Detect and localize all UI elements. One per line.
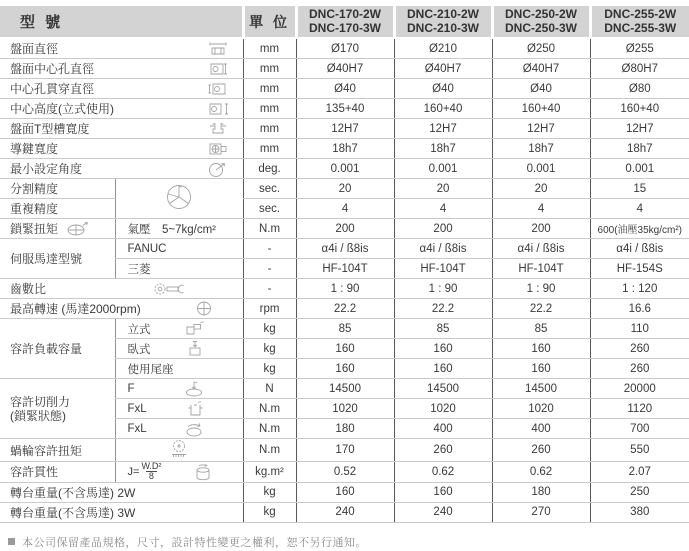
formula-denominator: 8 <box>146 471 157 481</box>
value-cell: 1120 <box>590 399 689 419</box>
value-cell: 600(油壓35kg/cm²) <box>590 219 689 239</box>
value-cell: 12H7 <box>590 119 689 139</box>
unit-cell: mm <box>243 119 296 139</box>
spec-row <box>0 279 689 299</box>
value-cell: 240 <box>296 502 394 522</box>
table-header <box>0 6 689 38</box>
horizontal-mount-icon <box>185 340 205 357</box>
row-label: 中心孔貫穿直徑 <box>10 82 95 96</box>
center-bore-icon <box>207 60 229 77</box>
unit-cell: deg. <box>243 159 296 179</box>
max-speed-icon <box>195 300 213 317</box>
spec-row <box>0 379 689 399</box>
spec-row <box>0 299 689 319</box>
unit-cell: sec. <box>243 199 296 219</box>
value-cell: 4 <box>296 199 394 219</box>
value-cell: 400 <box>394 419 492 439</box>
value-cell: 1020 <box>394 399 492 419</box>
value-cell: 85 <box>492 319 590 339</box>
unit-cell: N.m <box>243 219 296 239</box>
column-header-dnc-255 <box>590 6 689 38</box>
group-label-line2: (鎖緊狀態) <box>10 408 66 423</box>
unit-cell: sec. <box>243 179 296 199</box>
value-cell: 12H7 <box>394 119 492 139</box>
value-cell: HF-104T <box>394 259 492 279</box>
value-cell: 135+40 <box>296 99 394 119</box>
header-row <box>0 6 689 38</box>
unit-cell: kg <box>243 339 296 359</box>
value-cell: 0.62 <box>394 462 492 483</box>
row-label: 盤面直徑 <box>10 42 59 56</box>
value-cell: Ø40 <box>394 79 492 99</box>
spec-row <box>0 319 689 339</box>
value-cell: 16.6 <box>590 299 689 319</box>
value-cell: 22.2 <box>394 299 492 319</box>
sub-label: 氣壓 5~7kg/cm² <box>115 219 243 239</box>
value-cell: Ø40H7 <box>492 59 590 79</box>
value-cell: 260 <box>394 439 492 462</box>
unit-cell: mm <box>243 79 296 99</box>
value-cell: Ø170 <box>296 38 394 59</box>
clamp-torque-icon <box>66 221 90 237</box>
indexing-accuracy-icon <box>162 181 196 213</box>
plate-diameter-icon <box>207 40 229 57</box>
group-label: 容許負載容量 <box>0 319 115 379</box>
moment-force-icon <box>185 400 205 418</box>
value-cell: 160 <box>492 359 590 379</box>
value-cell: Ø40 <box>296 79 394 99</box>
column-header-dnc-170 <box>296 6 394 38</box>
value-cell: 400 <box>492 419 590 439</box>
value-cell: 85 <box>394 319 492 339</box>
value-cell: 14500 <box>394 379 492 399</box>
value-cell: 250 <box>590 482 689 502</box>
value-cell: Ø210 <box>394 38 492 59</box>
value-cell: 20000 <box>590 379 689 399</box>
value-cell: Ø250 <box>492 38 590 59</box>
unit-cell: mm <box>243 99 296 119</box>
value-cell: 1 : 90 <box>394 279 492 299</box>
value-cell: 160 <box>394 339 492 359</box>
value-cell: Ø40H7 <box>296 59 394 79</box>
model-name: DNC-170-3W <box>309 20 382 35</box>
row-label: 中心高度(立式使用) <box>10 102 114 116</box>
sub-label: 使用尾座 <box>115 359 243 379</box>
value-cell: 22.2 <box>296 299 394 319</box>
gear-ratio-icon <box>152 280 188 297</box>
unit-cell: N.m <box>243 419 296 439</box>
spec-row <box>0 502 689 522</box>
value-cell: 0.001 <box>590 159 689 179</box>
inertia-formula <box>128 462 162 482</box>
model-name: DNC-250-2W <box>505 7 578 21</box>
value-cell: 2.07 <box>590 462 689 483</box>
column-header-dnc-210 <box>394 6 492 38</box>
value-cell: 1 : 90 <box>296 279 394 299</box>
unit-cell: N.m <box>243 439 296 462</box>
row-label: 齒數比 <box>10 282 47 296</box>
unit-header: 單 位 <box>243 6 296 38</box>
spec-row <box>0 439 689 462</box>
unit-cell: mm <box>243 38 296 59</box>
unit-cell: mm <box>243 59 296 79</box>
row-label: 容許貫性 <box>0 462 115 483</box>
value-cell: 260 <box>590 339 689 359</box>
formula-lhs: J= <box>127 465 140 478</box>
value-cell: 18h7 <box>296 139 394 159</box>
value-cell: α4i / ß8is <box>296 239 394 259</box>
through-hole-icon <box>207 80 229 97</box>
row-label: 重複精度 <box>0 199 115 219</box>
model-name: DNC-210-2W <box>407 7 480 21</box>
value-cell: 20 <box>492 179 590 199</box>
value-cell: Ø40H7 <box>394 59 492 79</box>
column-header-dnc-250 <box>492 6 590 38</box>
value-cell: 550 <box>590 439 689 462</box>
value-cell: 160+40 <box>492 99 590 119</box>
value-cell: 180 <box>492 482 590 502</box>
value-cell: Ø255 <box>590 38 689 59</box>
model-name: DNC-255-3W <box>604 20 677 35</box>
value-cell: 160 <box>296 339 394 359</box>
sub-label: FANUC <box>115 239 243 259</box>
value-cell: 1 : 120 <box>590 279 689 299</box>
value-cell: Ø40 <box>492 79 590 99</box>
vertical-mount-icon <box>183 320 205 337</box>
sub-label: FxL <box>127 422 147 435</box>
value-cell: 160+40 <box>394 99 492 119</box>
value-cell: 1 : 90 <box>492 279 590 299</box>
spec-row <box>0 79 689 99</box>
value-cell: α4i / ß8is <box>394 239 492 259</box>
spec-row <box>0 38 689 59</box>
row-label: 盤面中心孔直徑 <box>10 62 95 76</box>
inertia-icon <box>191 463 215 481</box>
value-cell: HF-154S <box>590 259 689 279</box>
value-cell: 12H7 <box>492 119 590 139</box>
value-cell: HF-104T <box>296 259 394 279</box>
value-cell: 18h7 <box>394 139 492 159</box>
value-cell: 110 <box>590 319 689 339</box>
value-cell: 160 <box>394 482 492 502</box>
value-cell: 4 <box>590 199 689 219</box>
value-cell: Ø80 <box>590 79 689 99</box>
sub-label: 臥式 <box>127 343 151 356</box>
value-cell: 240 <box>394 502 492 522</box>
note-text: 本公司保留產品規格，尺寸，設計特性變更之權利，恕不另行通知。 <box>22 536 367 549</box>
value-cell: 20 <box>296 179 394 199</box>
value-cell: 14500 <box>296 379 394 399</box>
guide-key-icon <box>207 140 229 157</box>
unit-cell: rpm <box>243 299 296 319</box>
value-cell: 200 <box>492 219 590 239</box>
row-label: 最高轉速 (馬達2000rpm) <box>10 302 141 316</box>
footer-note <box>8 534 689 550</box>
value-cell: Ø80H7 <box>590 59 689 79</box>
spec-table <box>0 6 689 523</box>
value-cell: 20 <box>394 179 492 199</box>
row-label: 轉台重量(不含馬達) 2W <box>10 485 136 500</box>
model-name: DNC-250-3W <box>505 20 578 35</box>
value-cell: 160 <box>296 482 394 502</box>
spec-row <box>0 99 689 119</box>
model-number-header: 型 號 <box>0 6 243 38</box>
value-cell: 160 <box>296 359 394 379</box>
group-label-line1: 容許切削力 <box>10 394 71 409</box>
unit-cell: - <box>243 279 296 299</box>
center-height-icon <box>207 100 229 117</box>
value-cell: α4i / ß8is <box>492 239 590 259</box>
value-cell: 700 <box>590 419 689 439</box>
group-label: 伺服馬達型號 <box>0 239 115 279</box>
unit-cell: kg <box>243 319 296 339</box>
value-cell: 0.001 <box>296 159 394 179</box>
spec-row <box>0 119 689 139</box>
value-cell: 12H7 <box>296 119 394 139</box>
value-cell: 0.001 <box>394 159 492 179</box>
spec-row <box>0 219 689 239</box>
value-cell: 4 <box>492 199 590 219</box>
sub-label: 三菱 <box>115 259 243 279</box>
value-cell: 170 <box>296 439 394 462</box>
value-cell: 0.52 <box>296 462 394 483</box>
model-name: DNC-170-2W <box>309 7 382 21</box>
axial-force-icon <box>183 380 205 398</box>
spec-row <box>0 179 689 199</box>
value-cell: 270 <box>492 502 590 522</box>
value-cell: 160+40 <box>590 99 689 119</box>
value-cell: 22.2 <box>492 299 590 319</box>
spec-row <box>0 239 689 259</box>
unit-cell: N.m <box>243 399 296 419</box>
value-cell: 85 <box>296 319 394 339</box>
value-cell: 15 <box>590 179 689 199</box>
unit-cell: kg <box>243 359 296 379</box>
value-cell: 18h7 <box>492 139 590 159</box>
spec-row <box>0 59 689 79</box>
unit-cell: - <box>243 239 296 259</box>
value-cell: 200 <box>296 219 394 239</box>
spec-row <box>0 159 689 179</box>
row-label: 盤面T型槽寬度 <box>10 122 90 136</box>
value-cell: HF-104T <box>492 259 590 279</box>
spec-row <box>0 139 689 159</box>
row-label: 鎖緊扭矩 <box>10 222 59 236</box>
value-cell: 4 <box>394 199 492 219</box>
sub-label: 立式 <box>127 323 151 336</box>
spec-row <box>0 462 689 483</box>
value-cell: 260 <box>492 439 590 462</box>
unit-cell: N <box>243 379 296 399</box>
spec-row <box>0 199 689 219</box>
min-angle-icon <box>207 160 229 177</box>
value-cell: 260 <box>590 359 689 379</box>
t-slot-icon <box>207 120 229 137</box>
unit-cell: kg <box>243 502 296 522</box>
value-cell: 380 <box>590 502 689 522</box>
value-cell: 0.001 <box>492 159 590 179</box>
value-cell: 200 <box>394 219 492 239</box>
worm-gear-icon <box>166 439 192 458</box>
sub-label: F <box>127 382 135 395</box>
note-bullet-icon <box>8 538 15 545</box>
value-cell: 160 <box>394 359 492 379</box>
unit-cell: mm <box>243 139 296 159</box>
unit-cell: kg <box>243 482 296 502</box>
value-cell: 180 <box>296 419 394 439</box>
sub-label: FxL <box>127 402 147 415</box>
value-cell: 160 <box>492 339 590 359</box>
spec-row <box>0 482 689 502</box>
value-cell: 14500 <box>492 379 590 399</box>
model-name: DNC-255-2W <box>604 7 677 21</box>
value-cell: 18h7 <box>590 139 689 159</box>
unit-cell: kg.m² <box>243 462 296 483</box>
value-cell: 1020 <box>492 399 590 419</box>
value-cell: α4i / ß8is <box>590 239 689 259</box>
torque-force-icon <box>183 420 205 438</box>
model-name: DNC-210-3W <box>407 20 480 35</box>
unit-cell: - <box>243 259 296 279</box>
row-label: 分割精度 <box>0 179 115 199</box>
row-label: 蝸輪容許扭矩 <box>0 439 115 462</box>
row-label: 轉台重量(不含馬達) 3W <box>10 505 136 520</box>
value-cell: 1020 <box>296 399 394 419</box>
row-label: 導鍵寬度 <box>10 142 59 156</box>
row-label: 最小設定角度 <box>10 162 83 176</box>
value-cell: 0.62 <box>492 462 590 483</box>
formula-numerator: W.D² <box>141 461 162 471</box>
group-label <box>0 379 115 439</box>
